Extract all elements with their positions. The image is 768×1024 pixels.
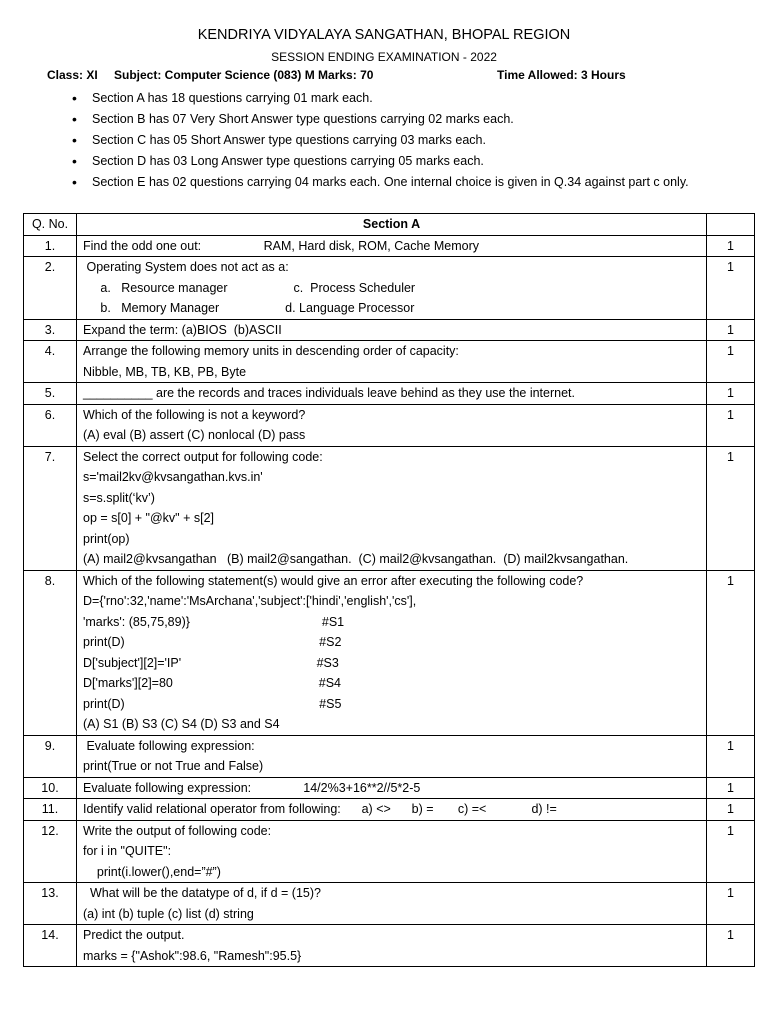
question-line: print(i.lower(),end=”#”)	[83, 864, 221, 879]
table-row	[24, 925, 755, 967]
question-line: D['subject'][2]='IP' #S3	[83, 655, 339, 670]
question-marks: 1	[707, 735, 755, 777]
question-marks: 1	[707, 257, 755, 320]
question-line: marks = {"Ashok":98.6, "Ramesh":95.5}	[83, 948, 302, 963]
question-line: op = s[0] + "@kv" + s[2]	[83, 511, 214, 525]
question-line: b. Memory Manager d. Language Processor	[83, 301, 415, 315]
time-label: Time Allowed: 3 Hours	[497, 68, 626, 82]
question-line: __________ are the records and traces individuals leave behind as they use the internet.	[83, 386, 575, 400]
question-text	[77, 799, 707, 821]
question-line: Predict the output.	[83, 928, 185, 942]
table-row	[24, 235, 755, 257]
exam-subtitle: SESSION ENDING EXAMINATION - 2022	[271, 50, 497, 64]
question-line: Select the correct output for following code:	[83, 449, 323, 464]
question-marks: 1	[707, 404, 755, 446]
question-line: What will be the datatype of d, if d = (15)?	[83, 886, 321, 900]
question-line: D={'rno':32,'name':'MsArchana','subject':['hindi','english','cs'],	[83, 594, 417, 608]
question-number: 9.	[24, 735, 77, 777]
question-number: 10.	[24, 777, 77, 799]
question-number: 12.	[24, 820, 77, 883]
question-line: Arrange the following memory units in descending order of capacity:	[83, 344, 459, 358]
question-line: Evaluate following expression:	[83, 738, 255, 753]
table-row	[24, 735, 755, 777]
subject-label: Subject: Computer Science (083) M Marks: 70	[114, 68, 374, 82]
question-text	[77, 570, 707, 735]
question-marks: 1	[707, 883, 755, 925]
question-number: 13.	[24, 883, 77, 925]
question-line: Write the output of following code:	[83, 823, 272, 838]
question-marks: 1	[707, 383, 755, 405]
question-line: (A) eval (B) assert (C) nonlocal (D) pass	[83, 428, 306, 442]
question-body	[24, 235, 755, 967]
question-text	[77, 341, 707, 383]
table-row	[24, 446, 755, 570]
table-row	[24, 570, 755, 735]
question-line: Identify valid relational operator from following: a) <> b) = c) =< d) !=	[83, 802, 557, 816]
question-marks: 1	[707, 820, 755, 883]
question-text	[77, 446, 707, 570]
question-text	[77, 257, 707, 320]
question-text	[77, 820, 707, 883]
question-text	[77, 777, 707, 799]
question-line: print(D) #S5	[83, 696, 342, 711]
question-marks: 1	[707, 777, 755, 799]
instruction-item: • Section D has 03 Long Answer type questions carrying 05 marks each.	[70, 151, 740, 172]
question-line: print(op)	[83, 531, 130, 546]
question-line: s='mail2kv@kvsangathan.kvs.in'	[83, 470, 263, 484]
question-line: Nibble, MB, TB, KB, PB, Byte	[83, 364, 247, 379]
question-marks: 1	[707, 925, 755, 967]
question-marks: 1	[707, 446, 755, 570]
question-number: 11.	[24, 799, 77, 821]
table-row	[24, 383, 755, 405]
instruction-list	[70, 88, 740, 193]
question-text	[77, 883, 707, 925]
question-line: Which of the following statement(s) would give an error after executing the following code?	[83, 573, 584, 588]
table-row	[24, 404, 755, 446]
question-marks: 1	[707, 341, 755, 383]
question-marks: 1	[707, 570, 755, 735]
instruction-item: • Section E has 02 questions carrying 04 marks each. One internal choice is given in Q.34 against part c only.	[70, 172, 740, 193]
question-text	[77, 383, 707, 405]
question-number: 2.	[24, 257, 77, 320]
question-text	[77, 319, 707, 341]
question-number: 3.	[24, 319, 77, 341]
question-text	[77, 404, 707, 446]
question-line: D['marks'][2]=80 #S4	[83, 676, 341, 690]
question-line: (A) S1 (B) S3 (C) S4 (D) S3 and S4	[83, 717, 280, 731]
question-text	[77, 735, 707, 777]
question-number: 6.	[24, 404, 77, 446]
qno-header: Q. No.	[24, 214, 77, 236]
question-line: Which of the following is not a keyword?	[83, 407, 306, 422]
question-marks: 1	[707, 319, 755, 341]
question-number: 5.	[24, 383, 77, 405]
question-line: (A) mail2@kvsangathan (B) mail2@sangathan. (C) mail2@kvsangathan. (D) mail2kvsangathan.	[83, 552, 629, 566]
question-line: a. Resource manager c. Process Scheduler	[83, 280, 416, 295]
question-line: Operating System does not act as a:	[83, 260, 289, 274]
table-row	[24, 341, 755, 383]
instruction-item: • Section C has 05 Short Answer type questions carrying 03 marks each.	[70, 130, 740, 151]
question-line: Find the odd one out: RAM, Hard disk, ROM, Cache Memory	[83, 238, 479, 253]
table-row	[24, 777, 755, 799]
question-line: print(D) #S2	[83, 635, 342, 649]
table-row	[24, 883, 755, 925]
question-number: 1.	[24, 235, 77, 257]
question-number: 8.	[24, 570, 77, 735]
instruction-item: • Section B has 07 Very Short Answer type questions carrying 02 marks each.	[70, 109, 740, 130]
table-row	[24, 319, 755, 341]
question-marks: 1	[707, 235, 755, 257]
instruction-item: • Section A has 18 questions carrying 01 mark each.	[70, 88, 740, 109]
question-line: 'marks': (85,75,89)} #S1	[83, 614, 345, 629]
question-line: s=s.split(‘kv’)	[83, 490, 155, 505]
question-number: 4.	[24, 341, 77, 383]
table-row	[24, 799, 755, 821]
question-line: print(True or not True and False)	[83, 759, 264, 773]
class-label: Class: XI	[47, 68, 98, 82]
question-line: Evaluate following expression: 14/2%3+16**2//5*2-5	[83, 780, 421, 795]
question-number: 7.	[24, 446, 77, 570]
table-row	[24, 820, 755, 883]
question-line: for i in "QUITE":	[83, 844, 172, 858]
exam-title: KENDRIYA VIDYALAYA SANGATHAN, BHOPAL REGION	[197, 27, 571, 43]
question-text	[77, 925, 707, 967]
table-header-row	[24, 214, 755, 236]
question-number: 14.	[24, 925, 77, 967]
question-line: (a) int (b) tuple (c) list (d) string	[83, 906, 254, 921]
marks-header	[707, 214, 755, 236]
question-text	[77, 235, 707, 257]
section-header: Section A	[77, 214, 707, 236]
table-row	[24, 257, 755, 320]
question-table	[23, 213, 755, 967]
question-marks: 1	[707, 799, 755, 821]
question-line: Expand the term: (a)BIOS (b)ASCII	[83, 322, 282, 337]
